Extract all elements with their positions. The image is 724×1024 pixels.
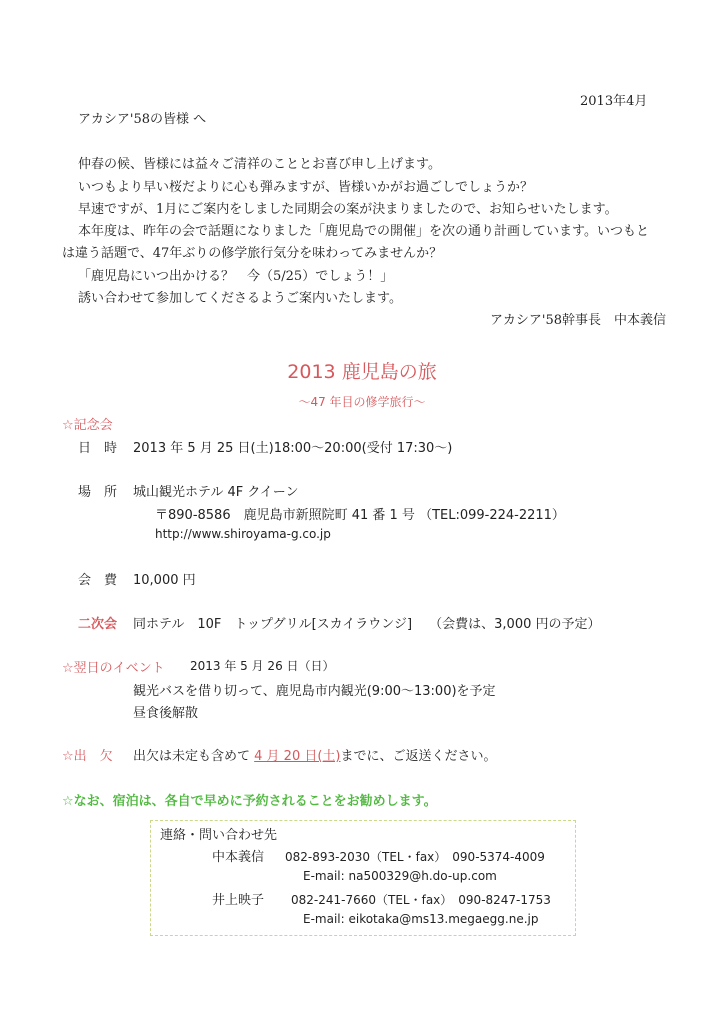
letter-line: は違う話題で、47年ぶりの修学旅行気分を味わってみませんか？	[62, 246, 443, 261]
nijikai-label: 二次会	[78, 617, 118, 632]
event-subtitle: ～47 年目の修学旅行～	[298, 395, 426, 409]
contact-name: 中本義信	[212, 850, 265, 865]
rsvp-date: 4 月 20 日(土)	[254, 749, 341, 764]
next-day-heading: ☆翌日のイベント	[62, 661, 165, 676]
event-title: 2013 鹿児島の旅	[287, 361, 437, 383]
address: 〒890-8586 鹿児島市新照院町 41 番 1 号 （TEL:099-224-2211）	[155, 508, 565, 523]
rsvp-heading: ☆出 欠	[62, 749, 113, 764]
next-day-line: 観光バスを借り切って、鹿児島市内観光(9:00～13:00)を予定	[133, 684, 496, 699]
next-day-date: 2013 年 5 月 26 日（日）	[190, 659, 335, 673]
contact-email[interactable]: E-mail: eikotaka@ms13.megaegg.ne.jp	[303, 912, 539, 926]
contact-email[interactable]: E-mail: na500329@h.do-up.com	[303, 869, 497, 883]
lodging-note: ☆なお、宿泊は、各自で早めに予約されることをお勧めします。	[62, 794, 437, 809]
letter-line: 仲春の候、皆様には益々ご清祥のこととお喜び申し上げます。	[78, 157, 441, 172]
hotel-url[interactable]: http://www.shiroyama-g.co.jp	[155, 527, 331, 541]
contact-phone: 082-241-7660（TEL・fax） 090-8247-1753	[291, 893, 551, 907]
date-label: 日 時	[78, 441, 118, 456]
place-value: 城山観光ホテル 4F クイーン	[133, 485, 299, 500]
next-day-line: 昼食後解散	[133, 706, 199, 721]
letter-greeting: アカシア'58の皆様 へ	[78, 112, 207, 127]
letter-date: 2013年4月	[580, 94, 648, 109]
letter-line: 早速ですが、1月にご案内をしました同期会の案が決まりましたので、お知らせいたします。	[78, 202, 618, 217]
letter-line: 本年度は、昨年の会で話題になりました「鹿児島での開催」を次の通り計画しています。いつもと	[78, 224, 649, 239]
letter-signature: アカシア'58幹事長 中本義信	[490, 313, 666, 328]
contact-phone: 082-893-2030（TEL・fax） 090-5374-4009	[285, 850, 545, 864]
rsvp-text	[133, 745, 497, 764]
fee-label: 会 費	[78, 573, 118, 588]
kinenkai-heading: ☆記念会	[62, 418, 113, 433]
date-value: 2013 年 5 月 25 日(土)18:00～20:00(受付 17:30～)	[133, 441, 453, 456]
nijikai-value: 同ホテル 10F トップグリル[スカイラウンジ] （会費は、3,000 円の予定）	[133, 617, 601, 632]
contact-name: 井上映子	[212, 893, 265, 908]
place-label: 場 所	[78, 485, 118, 500]
fee-value: 10,000 円	[133, 573, 196, 588]
letter-line: 「鹿児島にいつ出かける？ 今（5/25）でしょう！」	[78, 269, 394, 284]
rsvp-pre: 出欠は未定も含めて	[133, 749, 255, 764]
letter-line: 誘い合わせて参加してくださるようご案内いたします。	[78, 291, 402, 306]
contact-heading: 連絡・問い合わせ先	[160, 828, 278, 843]
rsvp-post: までに、ご返送ください。	[340, 749, 497, 764]
letter-line: いつもより早い桜だよりに心も弾みますが、皆様いかがお過ごしでしょうか？	[78, 180, 534, 195]
